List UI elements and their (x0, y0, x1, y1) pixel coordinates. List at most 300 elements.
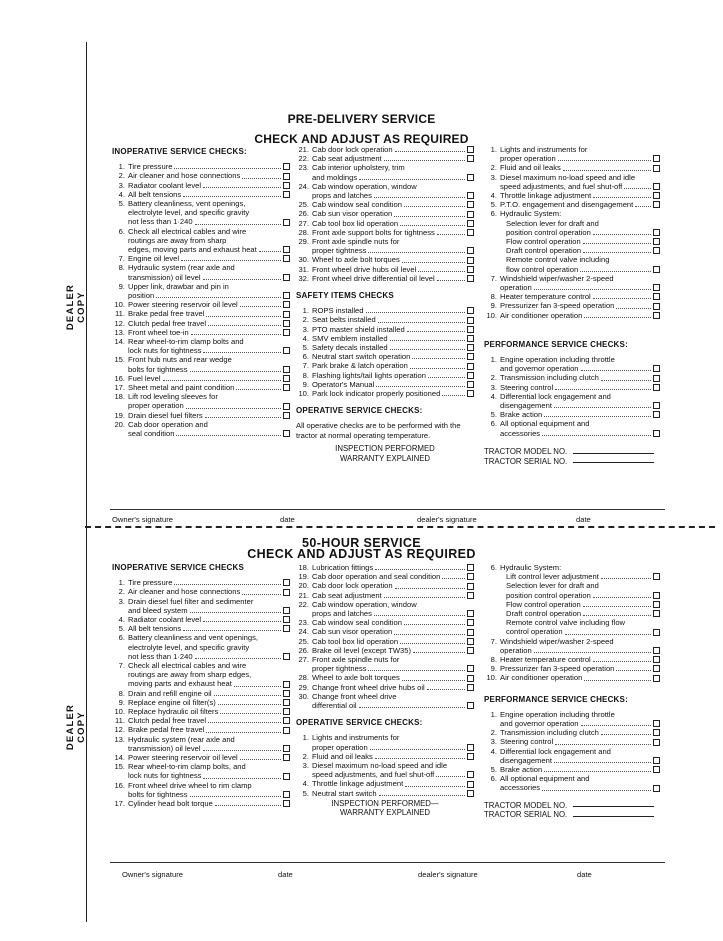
checkbox[interactable] (653, 303, 660, 310)
checklist-item (296, 733, 474, 742)
checkbox[interactable] (467, 702, 474, 709)
checkbox[interactable] (653, 610, 660, 617)
checkbox[interactable] (653, 266, 660, 273)
leader-dots (359, 179, 465, 180)
checkbox[interactable] (283, 301, 290, 308)
checkbox[interactable] (283, 403, 290, 410)
checkbox[interactable] (283, 191, 290, 198)
checklist-item (484, 655, 660, 664)
checkbox[interactable] (653, 739, 660, 746)
leader-dots (418, 271, 465, 272)
checkbox[interactable] (467, 266, 474, 273)
checklist-item (112, 245, 290, 254)
checkbox[interactable] (283, 607, 290, 614)
checkbox[interactable] (467, 675, 474, 682)
item-text: Neutral start switch (312, 788, 377, 798)
item-text: Neutral start switch operation (312, 352, 411, 362)
checkbox[interactable] (467, 629, 474, 636)
dealer-copy-label-top: DEALER COPY (65, 283, 87, 331)
leader-dots (183, 630, 281, 631)
item-number: 1. (490, 355, 497, 365)
checkbox[interactable] (283, 681, 290, 688)
checklist-item (296, 637, 474, 646)
checkbox[interactable] (283, 347, 290, 354)
warranty-explained: WARRANTY EXPLAINED (339, 453, 431, 463)
checkbox[interactable] (467, 790, 474, 797)
checklist-item (112, 670, 290, 679)
item-text: Cab door operation and (128, 419, 208, 429)
item-text: Cab seat adjustment (312, 154, 382, 164)
checkbox[interactable] (653, 720, 660, 727)
checklist-item (296, 154, 474, 163)
checkbox[interactable] (653, 201, 660, 208)
checklist-item (112, 707, 290, 716)
item-number: 8. (118, 688, 125, 698)
checkbox[interactable] (653, 293, 660, 300)
item-text: Radiator coolant level (128, 615, 202, 625)
leader-dots (183, 196, 281, 197)
item-text: Fuel level (128, 373, 161, 383)
checklist-item (296, 701, 474, 710)
checkbox[interactable] (467, 665, 474, 672)
leader-dots (583, 615, 651, 616)
leader-dots (442, 395, 465, 396)
checkbox[interactable] (467, 344, 474, 351)
checkbox[interactable] (467, 146, 474, 153)
checkbox[interactable] (467, 583, 474, 590)
checkbox[interactable] (283, 274, 290, 281)
leader-dots (259, 251, 281, 252)
checklist-item (484, 200, 660, 209)
checkbox[interactable] (653, 312, 660, 319)
checkbox[interactable] (467, 174, 474, 181)
leader-dots (190, 612, 281, 613)
item-text: disengagement (500, 755, 552, 765)
checkbox[interactable] (467, 390, 474, 397)
checkbox[interactable] (283, 754, 290, 761)
checkbox[interactable] (467, 335, 474, 342)
checkbox[interactable] (653, 192, 660, 199)
item-text: Cab window operation, window (312, 599, 417, 609)
item-text: Change front wheel drive (312, 691, 397, 701)
item-text: Hydraulic system (rear axle and (128, 734, 235, 744)
checkbox[interactable] (653, 766, 660, 773)
leader-dots (203, 778, 281, 779)
checkbox[interactable] (467, 307, 474, 314)
checkbox[interactable] (467, 619, 474, 626)
section-title: 50-HOUR SERVICE (302, 536, 421, 550)
checkbox[interactable] (467, 155, 474, 162)
checkbox[interactable] (283, 727, 290, 734)
checkbox[interactable] (283, 653, 290, 660)
owner-signature-label: Owner's signature (112, 515, 173, 524)
item-number: 3. (118, 596, 125, 606)
item-number: 5. (490, 200, 497, 210)
checkbox[interactable] (467, 573, 474, 580)
item-number: 5. (490, 410, 497, 420)
item-text: Cab tool box lid operation (312, 636, 399, 646)
item-number: 30. (298, 691, 309, 701)
item-number: 6. (490, 419, 497, 429)
item-text: Cab door lock operation (312, 145, 393, 154)
checkbox[interactable] (467, 781, 474, 788)
checkbox[interactable] (653, 785, 660, 792)
item-text: Power steering reservoir oil level (128, 753, 238, 763)
checklist-item (112, 236, 290, 245)
checkbox[interactable] (283, 163, 290, 170)
item-number: 3. (490, 172, 497, 182)
checkbox[interactable] (653, 238, 660, 245)
item-text: position control operation (506, 590, 591, 600)
checkbox[interactable] (653, 675, 660, 682)
checklist-item (296, 600, 474, 609)
checklist-item (484, 228, 660, 237)
item-number: 28. (298, 673, 309, 683)
checkbox[interactable] (653, 165, 660, 172)
checkbox[interactable] (467, 610, 474, 617)
item-text: SMV emblem installed (312, 333, 388, 343)
item-number: 1. (490, 145, 497, 154)
leader-dots (378, 322, 465, 323)
checkbox[interactable] (653, 247, 660, 254)
checkbox[interactable] (653, 229, 660, 236)
checklist (296, 145, 474, 283)
checklist-item (484, 572, 660, 581)
checklist-item (484, 383, 660, 392)
leader-dots (601, 578, 651, 579)
leader-dots (428, 377, 465, 378)
item-number: 7. (490, 273, 497, 283)
checkbox[interactable] (283, 430, 290, 437)
checkbox[interactable] (283, 311, 290, 318)
item-number: 4. (118, 615, 125, 625)
checkbox[interactable] (653, 183, 660, 190)
checkbox[interactable] (653, 592, 660, 599)
checkbox[interactable] (467, 564, 474, 571)
leader-dots (174, 584, 281, 585)
checklist-item (112, 799, 290, 808)
item-number: 27. (298, 218, 309, 228)
checklist-item (112, 263, 290, 272)
checkbox[interactable] (467, 220, 474, 227)
checkbox[interactable] (283, 329, 290, 336)
checkbox[interactable] (283, 412, 290, 419)
checklist-item (112, 615, 290, 624)
checkbox[interactable] (283, 800, 290, 807)
checkbox[interactable] (653, 573, 660, 580)
checkbox[interactable] (467, 363, 474, 370)
leader-dots (395, 151, 465, 152)
checklist-item (112, 383, 290, 392)
date-label: date (577, 870, 592, 879)
item-text: not less than 1·240 (128, 651, 193, 661)
item-text: Replace hydraulic oil filters (128, 707, 219, 717)
item-number: 2. (302, 751, 309, 761)
checklist-item (112, 282, 290, 291)
checkbox[interactable] (467, 247, 474, 254)
item-number: 5. (118, 624, 125, 634)
leader-dots (234, 686, 281, 687)
checkbox[interactable] (283, 292, 290, 299)
checklist-item (112, 771, 290, 780)
leader-dots (584, 317, 651, 318)
item-text: Differential lock engagement and (500, 391, 611, 401)
checkbox[interactable] (467, 353, 474, 360)
leader-dots (555, 744, 651, 745)
item-text: Cab door operation and seal condition (312, 572, 441, 582)
leader-dots (374, 615, 465, 616)
leader-dots (437, 280, 465, 281)
operative-note: All operative checks are to be performed with the tractor at normal operating temperature. (296, 421, 461, 440)
checklist-item (484, 774, 660, 783)
checklist-item (112, 781, 290, 790)
checkbox[interactable] (283, 699, 290, 706)
item-text: Selection lever for draft and (506, 218, 599, 228)
section-title: PRE-DELIVERY SERVICE (287, 112, 436, 126)
item-text: and bleed system (128, 605, 188, 615)
item-text: Drain diesel fuel filters (128, 410, 203, 420)
item-number: 14. (114, 337, 125, 347)
checkbox[interactable] (467, 326, 474, 333)
checklist-item (484, 581, 660, 590)
leader-dots (534, 652, 651, 653)
checkbox[interactable] (467, 592, 474, 599)
column-1 (112, 147, 290, 438)
item-number: 3. (302, 324, 309, 334)
checklist-item (296, 274, 474, 283)
item-text: P.T.O. engagement and disengagement (500, 200, 634, 210)
checkbox[interactable] (467, 744, 474, 751)
checkbox[interactable] (283, 717, 290, 724)
checklist-item (484, 747, 660, 756)
leader-dots (203, 352, 281, 353)
checklist-item (296, 145, 474, 154)
leader-dots (394, 634, 465, 635)
checkbox[interactable] (653, 757, 660, 764)
item-text: differential oil (312, 701, 357, 711)
item-number: 17. (114, 383, 125, 393)
checkbox[interactable] (467, 211, 474, 218)
checkbox[interactable] (283, 182, 290, 189)
item-text: edges, moving parts and exhaust heat (128, 245, 257, 255)
checkbox[interactable] (653, 375, 660, 382)
checklist (484, 355, 660, 438)
checkbox[interactable] (653, 155, 660, 162)
item-number: 1. (118, 578, 125, 588)
checklist-item (296, 173, 474, 182)
checkbox[interactable] (283, 384, 290, 391)
checkbox[interactable] (653, 647, 660, 654)
checklist (112, 162, 290, 438)
checkbox[interactable] (467, 257, 474, 264)
item-text: Lights and instruments for (312, 733, 400, 743)
item-text: disengagement (500, 401, 552, 411)
item-text: proper operation (128, 401, 184, 411)
checklist-item (112, 661, 290, 670)
checkbox[interactable] (653, 384, 660, 391)
checklist-item (484, 191, 660, 200)
checkbox[interactable] (283, 173, 290, 180)
checkbox[interactable] (467, 684, 474, 691)
item-number: 2. (490, 728, 497, 738)
checkbox[interactable] (283, 375, 290, 382)
item-number: 3. (490, 382, 497, 392)
checkbox[interactable] (283, 255, 290, 262)
tractor-model-field[interactable] (573, 806, 654, 807)
checklist-item (484, 591, 660, 600)
checkbox[interactable] (653, 411, 660, 418)
section-subtitle: CHECK AND ADJUST AS REQUIRED (254, 132, 469, 146)
checklist-item (112, 744, 290, 753)
checkbox[interactable] (283, 616, 290, 623)
item-text: accessories (500, 428, 541, 438)
item-text: Park lock indicator properly positioned (312, 389, 441, 399)
checkbox[interactable] (653, 665, 660, 672)
item-number: 17. (114, 799, 125, 809)
checklist-item (296, 325, 474, 334)
checklist-item (296, 228, 474, 237)
checkbox[interactable] (283, 246, 290, 253)
checkbox[interactable] (283, 690, 290, 697)
item-text: bolts for tightness (128, 789, 188, 799)
item-number: 11. (115, 716, 125, 726)
inspection-performed: INSPECTION PERFORMED (335, 444, 435, 454)
checklist-item (484, 173, 660, 182)
item-text: Fluid and oil leaks (312, 751, 373, 761)
item-text: proper operation (500, 154, 556, 164)
item-number: 26. (298, 645, 309, 655)
checkbox[interactable] (653, 601, 660, 608)
item-text: Windshield wiper/washer 2-speed (500, 636, 614, 646)
item-text: Brake pedal free travel (128, 309, 205, 319)
signature-line[interactable] (110, 862, 665, 863)
column-2 (296, 563, 474, 818)
leader-dots (558, 160, 651, 161)
item-text: Front wheel drive differential oil level (312, 273, 435, 283)
checkbox[interactable] (283, 791, 290, 798)
dealer-copy-label-bottom: DEALER COPY (65, 703, 87, 751)
checkbox[interactable] (467, 275, 474, 282)
leader-dots (581, 370, 651, 371)
tractor-model-field[interactable] (573, 453, 654, 454)
item-number: 5. (490, 765, 497, 775)
leader-dots (544, 771, 651, 772)
item-text: lock nuts for tightness (128, 771, 202, 781)
item-text: position (128, 291, 155, 301)
checklist-item (296, 752, 474, 761)
leader-dots (203, 187, 281, 188)
checkbox[interactable] (467, 317, 474, 324)
signature-line[interactable] (110, 509, 665, 510)
tractor-serial-field[interactable] (573, 462, 654, 463)
item-text: Cylinder head bolt torque (128, 799, 213, 809)
checkbox[interactable] (467, 771, 474, 778)
item-number: 26. (298, 209, 309, 219)
checkbox[interactable] (653, 284, 660, 291)
checkbox[interactable] (653, 430, 660, 437)
leader-dots (395, 588, 465, 589)
checklist-item (296, 609, 474, 618)
checklist-item (484, 765, 660, 774)
item-text: Clutch pedal free travel (128, 716, 207, 726)
leader-dots (407, 331, 465, 332)
checkbox[interactable] (467, 201, 474, 208)
item-text: Brake action (500, 410, 543, 420)
checklist-item (112, 162, 290, 171)
leader-dots (405, 786, 465, 787)
checklist-item (484, 255, 660, 264)
item-text: Replace engine oil filter(s) (128, 697, 216, 707)
checkbox[interactable] (283, 219, 290, 226)
checkbox[interactable] (283, 745, 290, 752)
checkbox[interactable] (283, 773, 290, 780)
checklist-item (112, 624, 290, 633)
leader-dots (215, 805, 281, 806)
leader-dots (376, 386, 465, 387)
checklist-item (484, 246, 660, 255)
item-text: Lift rod leveling sleeves for (128, 392, 218, 402)
item-number: 7. (302, 361, 309, 371)
checkbox[interactable] (653, 402, 660, 409)
leader-dots (413, 652, 465, 653)
checkbox[interactable] (653, 729, 660, 736)
checklist-item (484, 710, 660, 719)
checkbox[interactable] (283, 366, 290, 373)
checkbox[interactable] (283, 589, 290, 596)
checklist-item (112, 725, 290, 734)
item-text: Tire pressure (128, 578, 173, 588)
item-text: Air conditioner operation (500, 673, 583, 683)
checklist-item (112, 309, 290, 318)
checkbox[interactable] (467, 229, 474, 236)
checkbox[interactable] (653, 365, 660, 372)
checkbox[interactable] (283, 320, 290, 327)
tractor-serial-field[interactable] (573, 816, 654, 817)
dealer-signature-label: dealer's signature (418, 870, 478, 879)
item-text: Cab door lock operation (312, 581, 393, 591)
leader-dots (565, 634, 651, 635)
leader-dots (583, 606, 651, 607)
item-number: 13. (114, 327, 125, 337)
leader-dots (593, 661, 651, 662)
checkbox[interactable] (283, 708, 290, 715)
checklist-item (484, 563, 660, 572)
item-text: routings are away from sharp (128, 235, 227, 245)
checkbox[interactable] (467, 381, 474, 388)
checklist-item (484, 429, 660, 438)
checklist-item (296, 581, 474, 590)
checkbox[interactable] (653, 629, 660, 636)
checkbox[interactable] (467, 647, 474, 654)
checkbox[interactable] (283, 579, 290, 586)
warranty-explained: WARRANTY EXPLAINED (339, 808, 431, 818)
checkbox[interactable] (467, 638, 474, 645)
leader-dots (186, 408, 281, 409)
leader-dots (214, 695, 281, 696)
item-text: operation (500, 283, 532, 293)
column-2 (296, 145, 474, 463)
checkbox[interactable] (653, 656, 660, 663)
leader-dots (195, 658, 281, 659)
checkbox[interactable] (283, 625, 290, 632)
checkbox[interactable] (467, 753, 474, 760)
checkbox[interactable] (467, 192, 474, 199)
checklist-item (296, 182, 474, 191)
checklist-item (296, 200, 474, 209)
item-number: 10. (486, 673, 497, 683)
checkbox[interactable] (467, 372, 474, 379)
checklist-item (296, 572, 474, 581)
